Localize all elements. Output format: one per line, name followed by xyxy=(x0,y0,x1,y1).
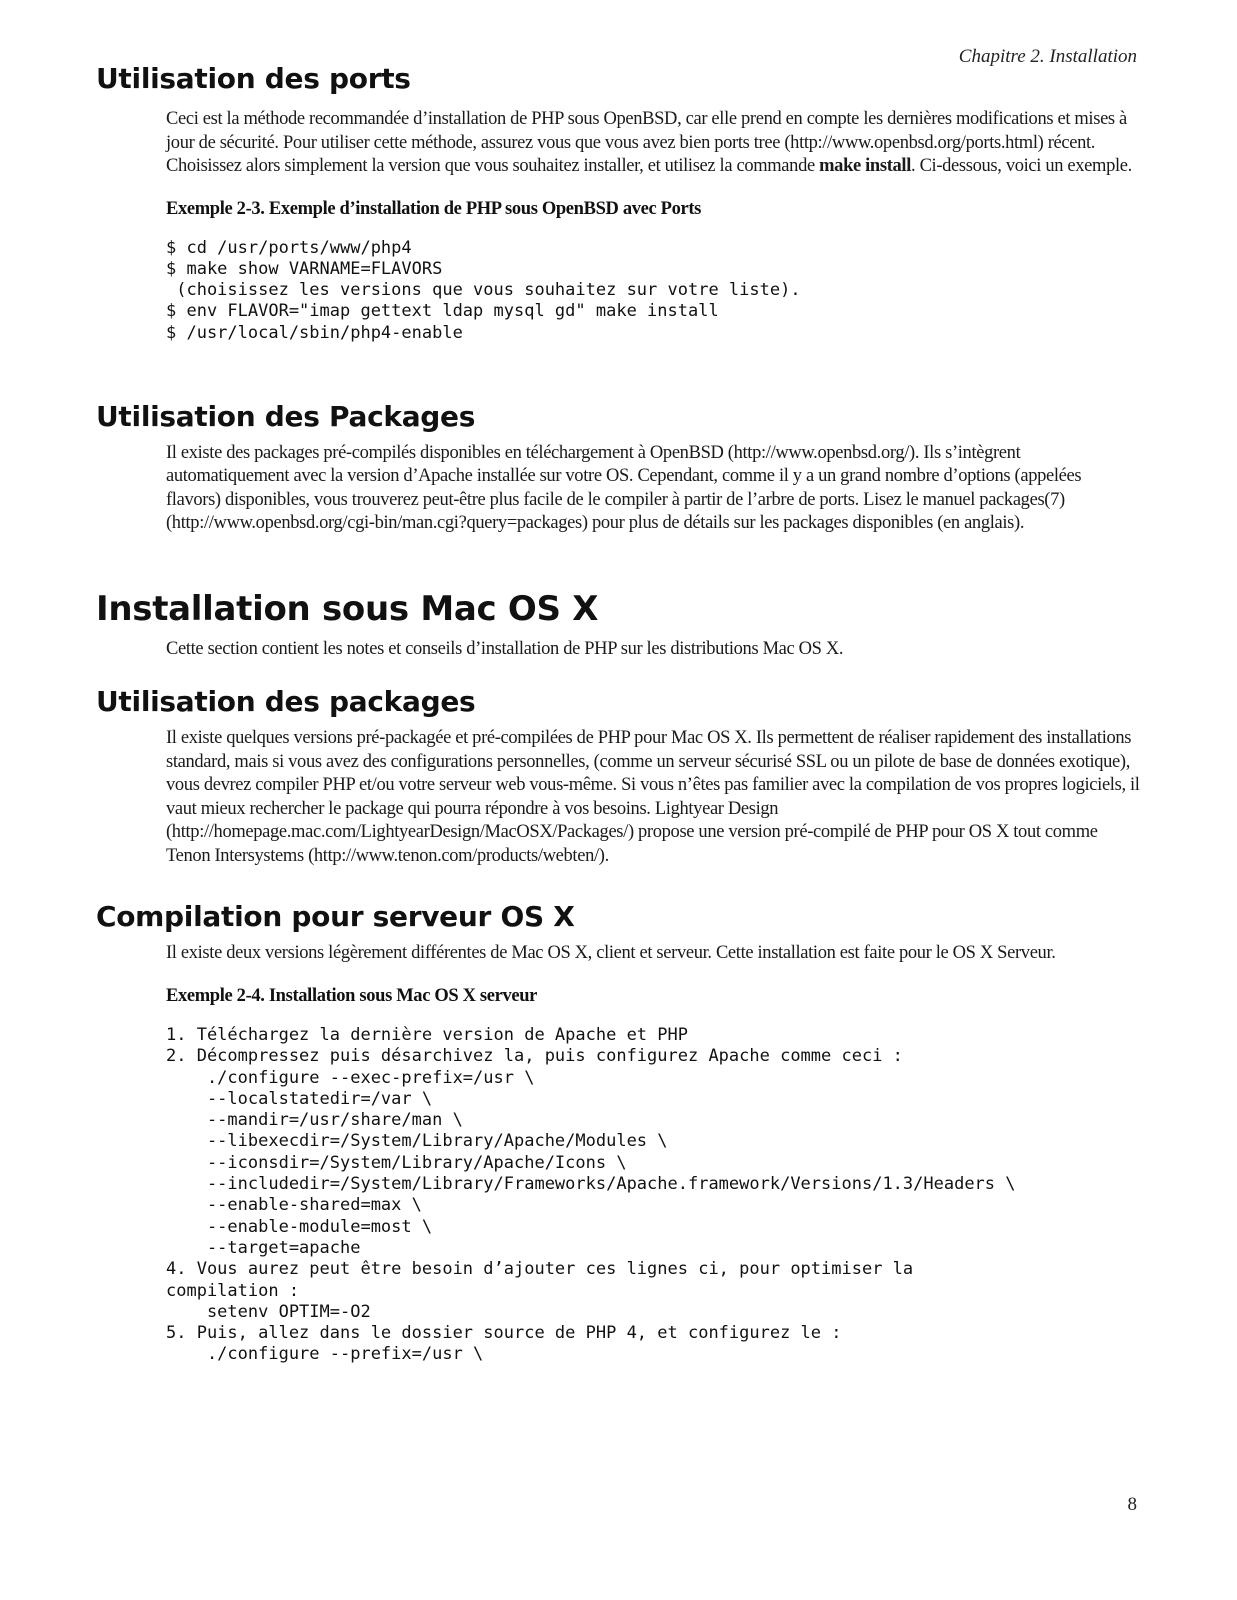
example-title-2-4: Exemple 2-4. Installation sous Mac OS X serveur xyxy=(166,985,538,1006)
section-title-osx-server: Compilation pour serveur OS X xyxy=(96,900,575,934)
section-body-osx-server xyxy=(166,942,1140,1365)
paragraph-packages-mac: Il existe quelques versions pré-packagée et pré-compilées de PHP pour Mac OS X. Ils permettent de réaliser rapidement des installations standard, mais si vous avez des configurations personnelles, (comme un serveur sécurisé SSL ou un pilote de base de données exotique), vous devrez compiler PHP et/ou votre serveur web vous-même. Si vous n’êtes pas familier avec la compilation de vos propres logiciels, il vaut mieux rechercher le package qui pourra répondre à vos besoins. Lightyear Design (http://homepage.mac.com/LightyearDesign/MacOSX/Packages/) propose une version pré-compilé de PHP pour OS X tout comme Tenon Intersystems (http://www.tenon.com/products/webten/). xyxy=(166,728,1140,866)
section-body-macosx xyxy=(166,638,1140,662)
paragraph-ports xyxy=(166,108,1140,179)
page-number: 8 xyxy=(1127,1494,1137,1515)
paragraph-osx-server: Il existe deux versions légèrement différentes de Mac OS X, client et serveur. Cette installation est faite pour le OS X Serveur. xyxy=(166,943,1056,964)
example-title-2-3: Exemple 2-3. Exemple d’installation de PHP sous OpenBSD avec Ports xyxy=(166,198,701,219)
paragraph-ports-pre: Ceci est la méthode recommandée d’installation de PHP sous OpenBSD, car elle prend en compte les dernières modifications et mises à jour de sécurité. Pour utiliser cette méthode, assurez vous que vous avez bien ports tree (http://www.openbsd.org/ports.html) récent. Choisissez alors simplement la version que vous souhaitez installer, et utilisez la commande xyxy=(166,109,1127,176)
code-block-osx-server: 1. Téléchargez la dernière version de Apache et PHP 2. Décompressez puis désarchivez la, puis configurez Apache comme ceci : ./configure --exec-prefix=/usr \ --localstatedir=/var \ --mandir=/usr/share/man \ --libexecdir=/System/Library/Apache/Modules \ --iconsdir=/System/Library/Apache/Icons \ --includedir=/System/Library/Frameworks/Apache.framework/Versions/1.3/Headers \ --enable-shared=max \ --enable-module=most \ --target=apache 4. Vous aurez peut être besoin d’ajouter ces lignes ci, pour optimiser la compilation : setenv OPTIM=-O2 5. Puis, allez dans le dossier source de PHP 4, et configurez le : ./configure --prefix=/usr \ xyxy=(166,1024,1016,1365)
section-title-packages-bsd: Utilisation des Packages xyxy=(96,399,476,433)
section-body-packages-mac xyxy=(166,727,1140,868)
code-block-ports: $ cd /usr/ports/www/php4 $ make show VARNAME=FLAVORS (choisissez les versions que vous souhaitez sur votre liste). $ env FLAVOR="imap gettext ldap mysql gd" make install $ /usr/local/sbin/php4-enable xyxy=(166,237,801,343)
section-body-ports xyxy=(166,108,1140,344)
paragraph-ports-post: . Ci-dessous, voici un exemple. xyxy=(911,156,1132,176)
chapter-title-macosx: Installation sous Mac OS X xyxy=(96,588,599,629)
command-make-install: make install xyxy=(819,156,912,176)
running-header: Chapitre 2. Installation xyxy=(958,46,1137,67)
section-ports xyxy=(96,62,1140,344)
section-packages-mac xyxy=(96,685,1140,868)
section-packages-bsd xyxy=(96,400,1140,536)
section-osx-server xyxy=(96,900,1140,1365)
paragraph-macosx: Cette section contient les notes et conseils d’installation de PHP sur les distributions Mac OS X. xyxy=(166,638,844,659)
section-macosx xyxy=(96,588,1140,662)
section-body-packages-bsd xyxy=(166,442,1140,536)
paragraph-packages-bsd: Il existe des packages pré-compilés disponibles en téléchargement à OpenBSD (http://www.openbsd.org/). Ils s’intègrent automatiquement avec la version d’Apache installée sur votre OS. Cependant, comme il y a un grand nombre d’options (appelées flavors) disponibles, vous trouverez peut-être plus facile de le compiler à partir de l’arbre de ports. Lisez le manuel packages(7) (http://www.openbsd.org/cgi-bin/man.cgi?query=packages) pour plus de détails sur les packages disponibles (en anglais). xyxy=(166,442,1082,534)
section-title-ports: Utilisation des ports xyxy=(96,62,411,95)
page-content xyxy=(96,62,1140,1366)
section-title-packages-mac: Utilisation des packages xyxy=(96,685,476,719)
